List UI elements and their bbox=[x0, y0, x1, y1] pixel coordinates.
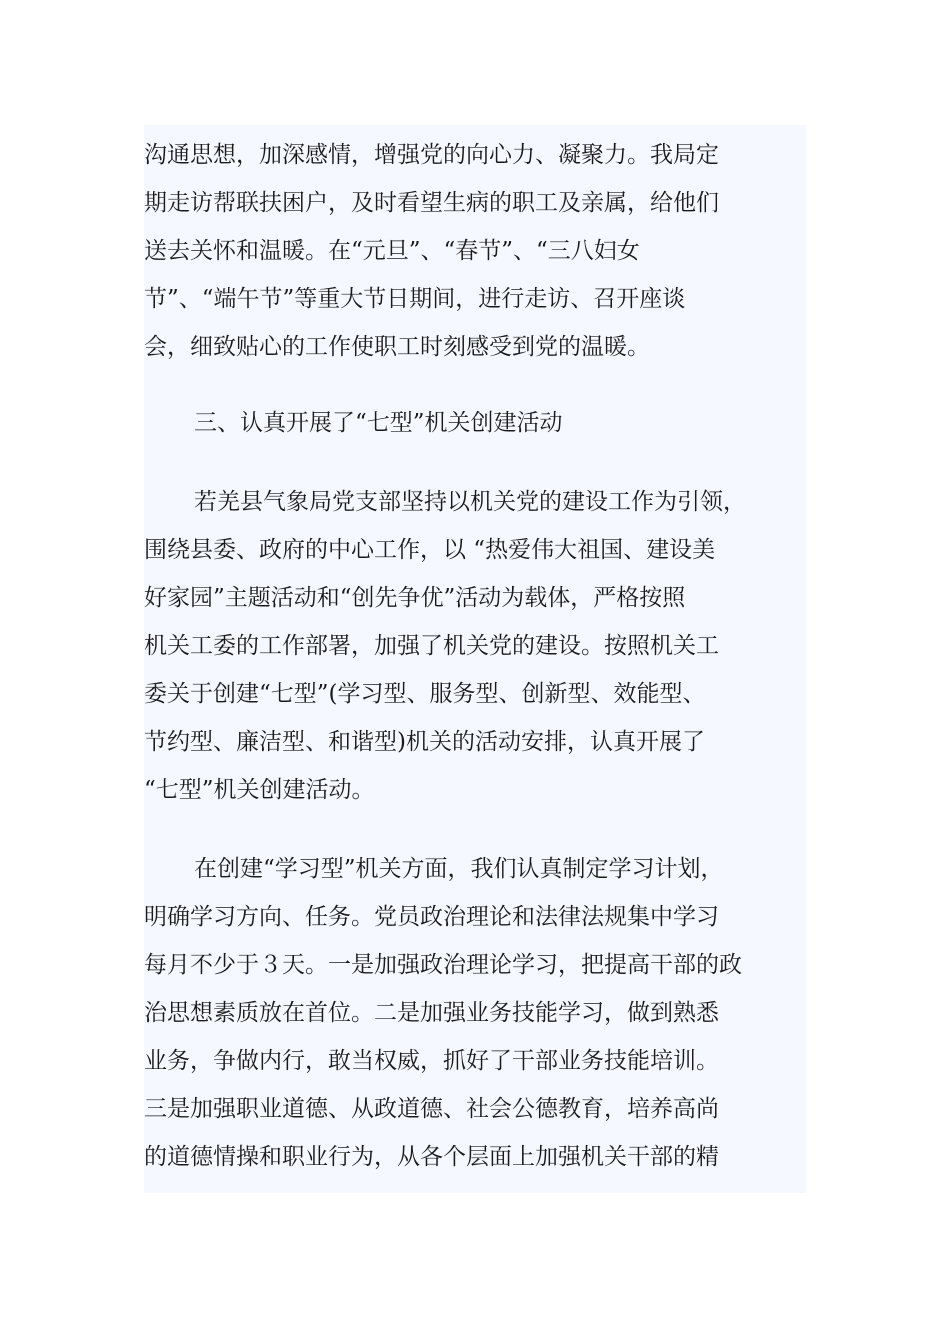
paragraph-2 bbox=[144, 478, 806, 814]
section-heading-3 bbox=[144, 399, 806, 447]
paragraph-3 bbox=[144, 845, 806, 1181]
text-line: 节”、“端午节”等重大节日期间，进行走访、召开座谈 bbox=[144, 286, 686, 312]
text-line: 期走访帮联扶困户，及时看望生病的职工及亲属，给他们 bbox=[144, 190, 719, 216]
heading-line: 三、认真开展了“七型”机关创建活动 bbox=[194, 410, 563, 436]
text-line: 业务，争做内行，敢当权威，抓好了干部业务技能培训。 bbox=[144, 1048, 719, 1074]
text-line: 三是加强职业道德、从政道德、社会公德教育，培养高尚 bbox=[144, 1096, 719, 1122]
text-line: 若羌县气象局党支部坚持以机关党的建设工作为引领， bbox=[194, 489, 746, 515]
text-line: 围绕县委、政府的中心工作，以 “热爱伟大祖国、建设美 bbox=[144, 537, 716, 563]
text-line: 节约型、廉洁型、和谐型)机关的活动安排，认真开展了 bbox=[144, 729, 705, 755]
text-line: 明确学习方向、任务。党员政治理论和法律法规集中学习 bbox=[144, 904, 719, 930]
text-line: 好家园”主题活动和“创先争优”活动为载体，严格按照 bbox=[144, 585, 686, 611]
text-line: 治思想素质放在首位。二是加强业务技能学习，做到熟悉 bbox=[144, 1000, 719, 1026]
text-line: 在创建“学习型”机关方面，我们认真制定学习计划， bbox=[194, 856, 724, 882]
text-line: 每月不少于３天。一是加强政治理论学习，把提高干部的政 bbox=[144, 952, 742, 978]
text-line: 委关于创建“七型”(学习型、服务型、创新型、效能型、 bbox=[144, 681, 706, 707]
text-line: “七型”机关创建活动。 bbox=[144, 777, 375, 803]
paragraph-1 bbox=[144, 131, 806, 371]
text-line: 沟通思想，加深感情，增强党的向心力、凝聚力。我局定 bbox=[144, 142, 719, 168]
text-line: 机关工委的工作部署，加强了机关党的建设。按照机关工 bbox=[144, 633, 719, 659]
text-line: 送去关怀和温暖。在“元旦”、“春节”、“三八妇女 bbox=[144, 238, 640, 264]
text-line: 的道德情操和职业行为，从各个层面上加强机关干部的精 bbox=[144, 1144, 719, 1170]
document-page bbox=[144, 125, 806, 1193]
text-line: 会，细致贴心的工作使职工时刻感受到党的温暖。 bbox=[144, 334, 650, 360]
